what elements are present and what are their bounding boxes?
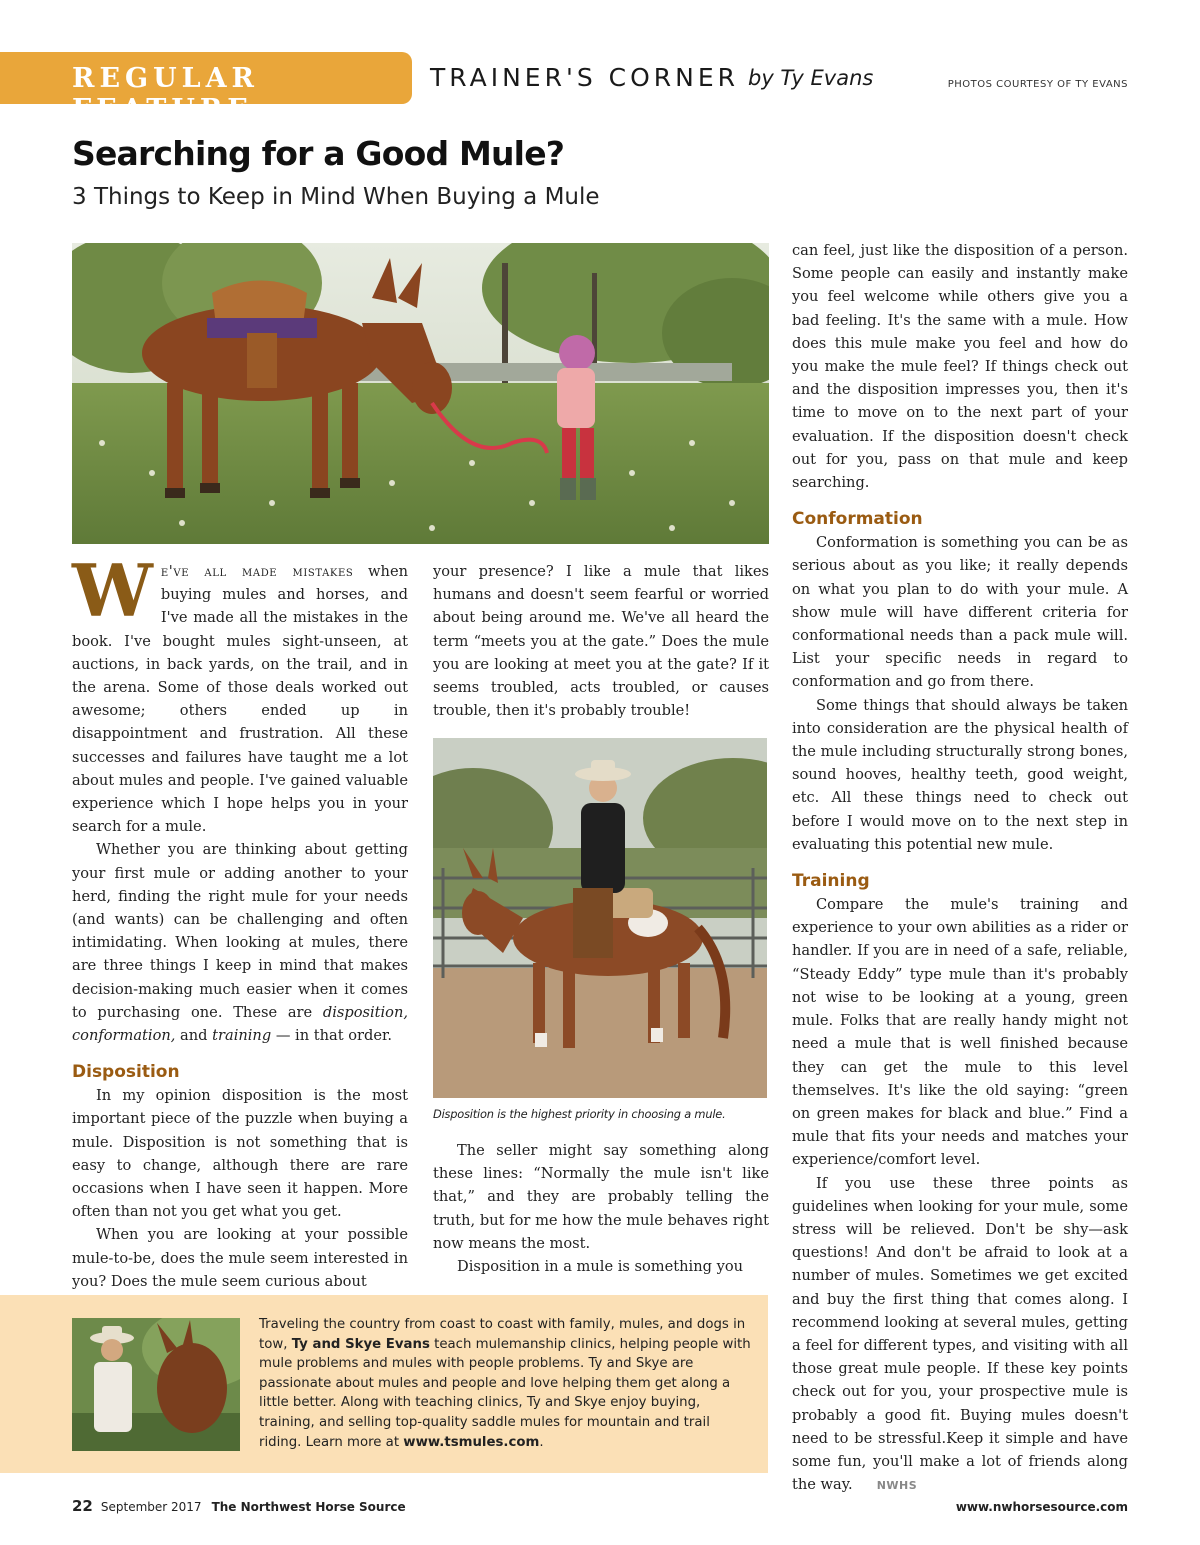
issue-date: September 2017 [100, 1500, 202, 1514]
section-tab-label: REGULAR FEATURE [72, 63, 259, 125]
drop-cap: W [72, 548, 153, 633]
paragraph-feel-cont: can feel, just like the disposition of a person. Some people can easily and instantly make you feel welcome while others give you a bad feeling. It's the same with a mule. How does this mule make you feel and how do you make the mule feel? If things check out and the disposition impresses you, then it's time to move on to the next part of your evaluation. If the disposition doesn't check out for you, pass on that mule and keep searching. [792, 242, 1128, 492]
girl-leading-mule-photo [72, 243, 769, 544]
page-number: 22 [72, 1497, 93, 1515]
photo-caption: Disposition is the highest priority in choosing a mule. [433, 1107, 726, 1121]
term-training: training [212, 1027, 272, 1045]
paragraph-disposition: In my opinion disposition is the most important piece of the puzzle when buying a mule. Disposition is not something that is easy to change, although there are rare occasions when I have seen it happen. More often than not you get what you get. [72, 1087, 408, 1221]
article-subtitle: 3 Things to Keep in Mind When Buying a Mule [72, 184, 600, 210]
term-disposition: disposition, [322, 1003, 408, 1021]
page-footer [72, 1497, 406, 1515]
photo-credit: PHOTOS COURTESY OF TY EVANS [947, 79, 1128, 90]
author-byline: by Ty Evans [748, 66, 874, 90]
term-conformation: conformation, [72, 1027, 176, 1045]
intro-text: when buying mules and horses, and I've made all the mistakes in the book. I've bought mules sight-unseen, at auctions, in back yards, on the trail, and in the arena. Some of those deals worked out awesome; others ended up in disappointment and frustration. All these successes and failures have taught me a lot about mules and people. I've gained valuable experience which I hope helps you in your search for a mule. [72, 563, 408, 836]
intro-paragraph [72, 548, 408, 838]
author-bio-text: Traveling the country from coast to coast with family, mules, and dogs in tow, Ty and Skye Evans teach mulemanship clinics, helping people with mule problems and mules with people problems. Ty and Skye are passionate about mules and people and love helping them get along a little better. Along with teaching clinics, Ty and Skye enjoy buying, training, and selling top-quality saddle mules for mountain and trail riding. Learn more at www.tsmules.com. [259, 1317, 751, 1450]
paragraph-presence: your presence? I like a mule that likes humans and doesn't seem fearful or worried about being around me. We've all heard the term “meets you at the gate.” Does the mule you are looking at meet you at the gate? If it seems troubled, acts troubled, or causes trouble, then it's probably trouble! [433, 563, 769, 720]
section-name: TRAINER'S CORNER [430, 63, 740, 92]
publication-name: The Northwest Horse Source [211, 1500, 406, 1514]
intro-lead-in: e've all made mistakes [160, 563, 354, 580]
author-with-mule-photo [72, 1318, 240, 1451]
publication-website[interactable]: www.nwhorsesource.com [955, 1500, 1128, 1514]
paragraph-mule-to-be: When you are looking at your possible mule-to-be, does the mule seem interested in you? Does the mule seem curious about [72, 1226, 408, 1290]
column-1 [72, 548, 408, 1293]
paragraph-conclusion: If you use these three points as guidelines when looking for your mule, some stress will be relieved. Don't be shy—ask questions! And don't be afraid to look at a number of mules. Sometimes we get excited and buy the first thing that comes along. I recommend looking at several mules, getting a feel for different types, and visiting with all those great mule people. If these key points check out for you, your prospective mule is probably a good fit. Buying mules doesn't need to be stressful.Keep it simple and have some fun, you'll make a lot of friends along the way. NWHS [792, 1174, 1128, 1494]
column-2 [433, 560, 769, 722]
section-tab [0, 52, 412, 125]
paragraph-three-things: Whether you are thinking about getting your first mule or adding another to your herd, finding the right mule for your needs (and wants) can be challenging and often intimidating. When looking at mules, there are three things I keep in mind that makes decision-making much easier when it comes to purchasing one. These are disposition, conformation, and training — in that order. [72, 841, 408, 1045]
article-title: Searching for a Good Mule? [72, 134, 565, 173]
column-3 [792, 239, 1128, 1497]
paragraph-disposition-feel: Disposition in a mule is something you [457, 1258, 744, 1276]
author-names: Ty and Skye Evans [291, 1336, 430, 1352]
column-2-lower [433, 1139, 769, 1278]
heading-conformation: Conformation [792, 509, 923, 530]
paragraph-physical-health: Some things that should always be taken into consideration are the physical health of the mule including structurally strong bones, sound hooves, healthy teeth, good weight, etc. All these things need to check out before I would move on to the next step in evaluating this potential new mule. [792, 696, 1128, 853]
paragraph-training: Compare the mule's training and experience to your own abilities as a rider or handler. If you are in need of a safe, reliable, “Steady Eddy” type mule than it's probably not wise to be looking at a young, green mule. Folks that are really handy might not need a mule that is well finished because they can get the mule to this level themselves. It's like the old saying: “green on green makes for black and blue.” Find a mule that fits your needs and matches your experience/comfort level. [792, 896, 1128, 1169]
author-website-link[interactable]: www.tsmules.com [403, 1434, 540, 1450]
heading-training: Training [792, 871, 870, 892]
heading-disposition: Disposition [72, 1062, 180, 1083]
paragraph-conformation: Conformation is something you can be as serious about as you like; it really depends on what you plan to do with your mule. A show mule will have different criteria for conformational needs than a pack mule will. List your specific needs in regard to conformation and go from there. [792, 534, 1128, 691]
end-mark: NWHS [876, 1479, 918, 1493]
paragraph-seller: The seller might say something along these lines: “Normally the mule isn't like that,” and they are probably telling the truth, but for me how the mule behaves right now means the most. [433, 1142, 769, 1252]
rider-on-mule-photo [433, 738, 767, 1098]
